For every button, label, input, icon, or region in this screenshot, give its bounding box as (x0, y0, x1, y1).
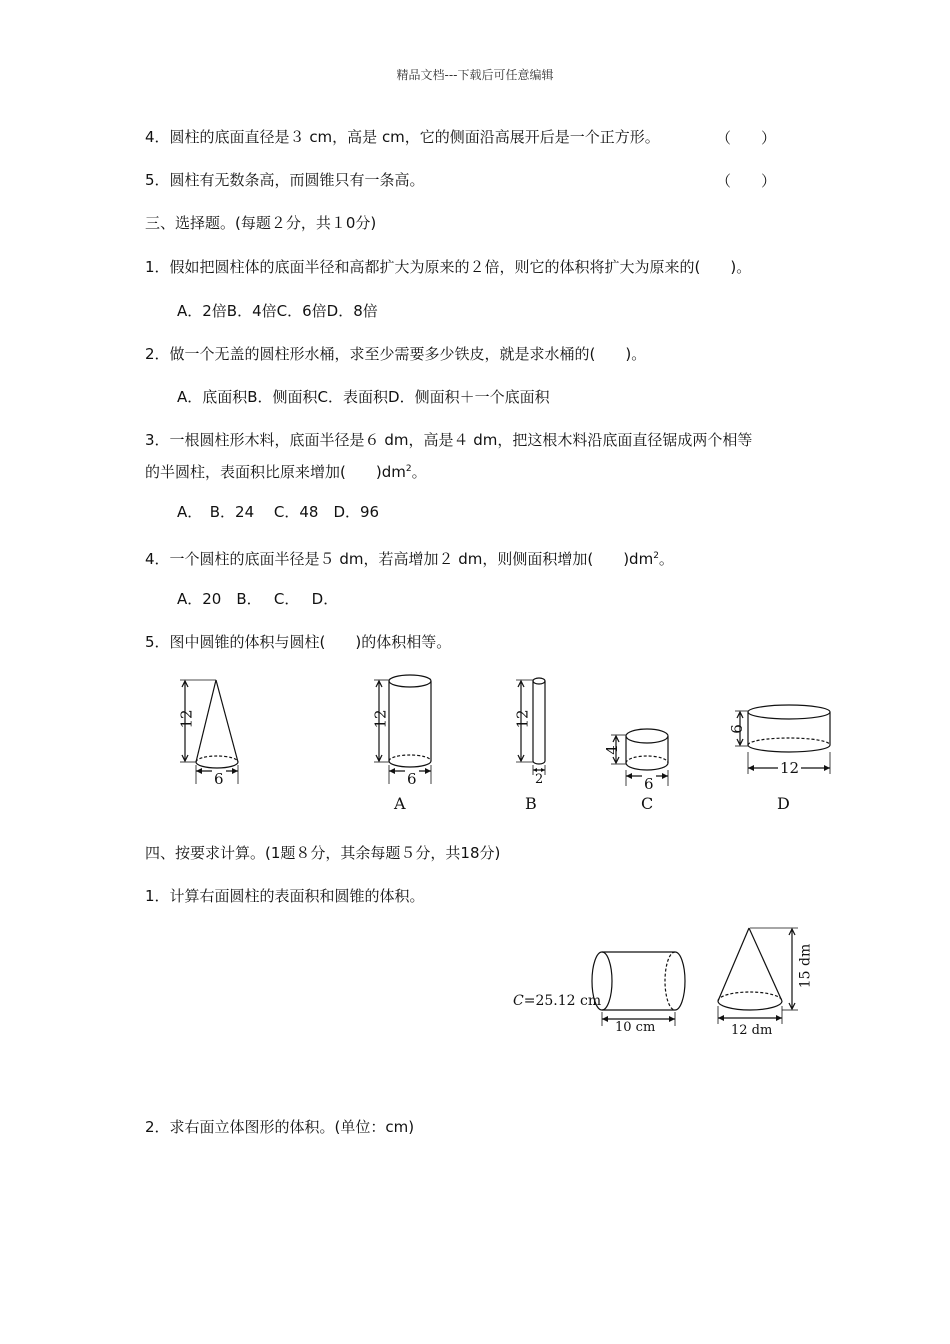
section-4-title: 四、按要求计算。(1题８分，其余每题５分，共18分) (145, 844, 501, 862)
answer-paren-4[interactable]: （ ） (716, 129, 777, 147)
circumference-label: C=25.12 cm (513, 993, 602, 1009)
cylinder-c-diameter-label: 6 (644, 775, 654, 793)
mc-question-3-options: A． B．24 C．48 D．96 (177, 503, 380, 521)
mc-question-3-line-1: 3．一根圆柱形木料，底面半径是６ dm，高是４ dm，把这根木料沿底面直径锯成两个相等 (145, 431, 753, 449)
section-3-title: 三、选择题。(每题２分，共１0分) (145, 214, 377, 232)
mc-question-2-options: A．底面积B．侧面积C．表面积D．侧面积＋一个底面积 (177, 388, 550, 406)
cone-diameter-label: 6 (214, 770, 224, 788)
cone-height-label: 12 (177, 709, 196, 729)
cylinder-c-height-label: 4 (602, 745, 621, 755)
cylinder-length-label: 10 cm (615, 1020, 656, 1035)
cylinder-d-label: D (777, 794, 790, 813)
calc-question-2: 2．求右面立体图形的体积。(单位：cm) (145, 1118, 415, 1136)
cylinder-b-diameter-label: 2 (535, 772, 544, 787)
horizontal-cylinder-figure (592, 952, 685, 1026)
mc-question-1: 1．假如把圆柱体的底面半径和高都扩大为原来的２倍，则它的体积将扩大为原来的( )。 (145, 258, 752, 276)
cylinder-b-height-label: 12 (513, 709, 532, 729)
mc-question-4: 4．一个圆柱的底面半径是５ dm，若高增加２ dm，则侧面积增加( )$dm^2$。 (145, 550, 674, 568)
tf-question-5: 5．圆柱有无数条高，而圆锥只有一条高。 (145, 171, 425, 189)
mc-question-3-line-2: 的半圆柱，表面积比原来增加( )$dm^2$。 (145, 463, 427, 481)
page-header: 精品文档---下载后可任意编辑 (396, 68, 554, 82)
cone-15dm-figure (718, 928, 798, 1024)
mc-question-5: 5．图中圆锥的体积与圆柱( )的体积相等。 (145, 633, 452, 651)
cone-height-15dm-label: 15 dm (797, 943, 814, 989)
mc-question-2: 2．做一个无盖的圆柱形水桶，求至少需要多少铁皮，就是求水桶的( )。 (145, 345, 647, 363)
cylinder-c-label: C (641, 794, 654, 813)
cylinder-d-diameter-label: 12 (780, 759, 800, 777)
cylinder-c-figure (611, 729, 668, 786)
cylinder-a-height-label: 12 (371, 709, 390, 729)
cone-figure (177, 680, 238, 784)
cylinder-b-label: B (525, 794, 537, 813)
cylinder-a-figure (371, 675, 431, 784)
calc-question-1: 1．计算右面圆柱的表面积和圆锥的体积。 (145, 887, 425, 905)
mc-question-1-options: A．2倍B．4倍C．6倍D．8倍 (177, 302, 378, 320)
cylinder-a-label: A (394, 794, 406, 813)
cone-diameter-12dm-label: 12 dm (731, 1023, 773, 1038)
tf-question-4: 4．圆柱的底面直径是３ cm，高是 cm，它的侧面沿高展开后是一个正方形。 (145, 128, 660, 146)
cylinder-a-diameter-label: 6 (407, 770, 417, 788)
cylinder-d-height-label: 6 (727, 724, 746, 734)
answer-paren-5[interactable]: （ ） (716, 172, 777, 190)
mc-question-4-options: A．20 B． C． D． (177, 590, 339, 608)
